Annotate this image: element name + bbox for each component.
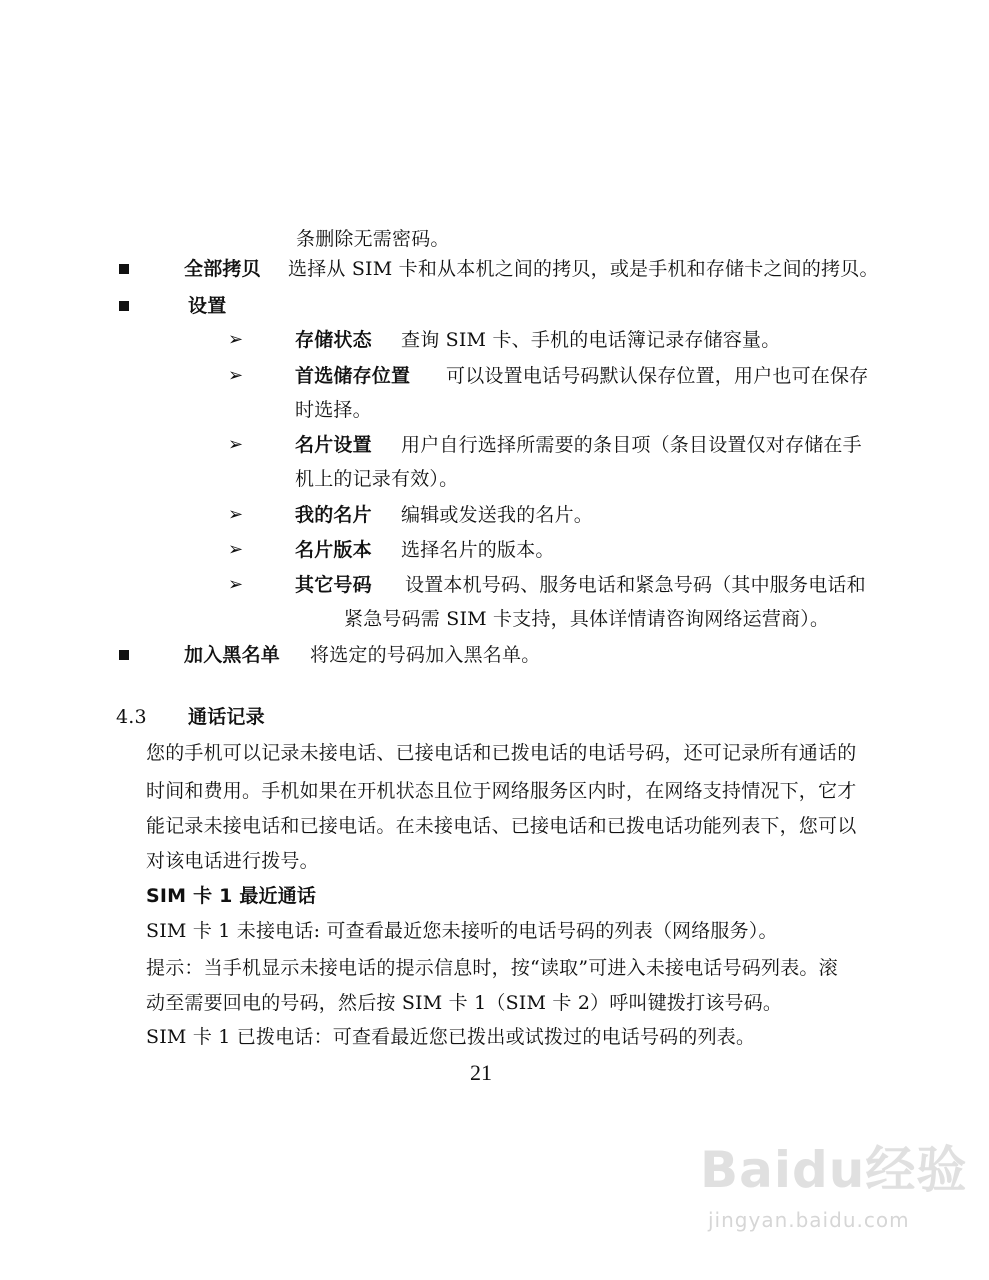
continued-line: 条删除无需密码。 <box>296 228 450 250</box>
my-card-title: 我的名片 <box>295 504 372 526</box>
dialed-calls-line: SIM 卡 1 已拨电话：可查看最近您已拨出或试拨过的电话号码的列表。 <box>146 1026 756 1048</box>
tip-line: 提示：当手机显示未接电话的提示信息时，按“读取”可进入未接电话号码列表。滚 <box>146 957 838 979</box>
watermark <box>700 1130 970 1250</box>
copy-all-desc: 选择从 SIM 卡和从本机之间的拷贝，或是手机和存储卡之间的拷贝。 <box>288 258 879 280</box>
blacklist-title: 加入黑名单 <box>184 644 281 666</box>
paragraph-line: 时间和费用。手机如果在开机状态且位于网络服务区内时，在网络支持情况下，它才 <box>146 780 857 802</box>
square-bullet-icon <box>119 301 129 311</box>
other-numbers-title: 其它号码 <box>295 574 372 596</box>
section-number: 4.3 <box>116 706 147 728</box>
other-numbers-cont: 紧急号码需 SIM 卡支持，具体详情请咨询网络运营商）。 <box>344 608 830 630</box>
missed-calls-line: SIM 卡 1 未接电话: 可查看最近您未接听的电话号码的列表（网络服务）。 <box>146 920 778 942</box>
card-settings-title: 名片设置 <box>295 434 372 456</box>
paragraph-line: 对该电话进行拨号。 <box>146 850 319 872</box>
sim-recent-title: SIM 卡 1 最近通话 <box>146 885 317 907</box>
tip-line: 动至需要回电的号码，然后按 SIM 卡 1（SIM 卡 2）呼叫键拨打该号码。 <box>146 992 783 1014</box>
paragraph-line: 您的手机可以记录未接电话、已接电话和已拨电话的电话号码，还可记录所有通话的 <box>146 742 857 764</box>
copy-all-title: 全部拷贝 <box>184 258 261 280</box>
page-number: 21 <box>470 1060 492 1085</box>
arrow-bullet-icon: ➢ <box>228 574 244 595</box>
card-settings-cont: 机上的记录有效）。 <box>295 468 459 490</box>
other-numbers-desc: 设置本机号码、服务电话和紧急号码（其中服务电话和 <box>405 574 866 596</box>
storage-status-desc: 查询 SIM 卡、手机的电话簿记录存储容量。 <box>401 329 781 351</box>
card-settings-desc: 用户自行选择所需要的条目项（条目设置仅对存储在手 <box>401 434 862 456</box>
preferred-storage-cont: 时选择。 <box>295 399 372 421</box>
arrow-bullet-icon: ➢ <box>228 539 244 560</box>
card-version-desc: 选择名片的版本。 <box>401 539 555 561</box>
square-bullet-icon <box>119 650 129 660</box>
watermark-logo: Baidu经验 <box>700 1141 968 1199</box>
settings-title: 设置 <box>188 295 227 317</box>
square-bullet-icon <box>119 264 129 274</box>
watermark-url: jingyan.baidu.com <box>708 1208 910 1232</box>
paragraph-line: 能记录未接电话和已接电话。在未接电话、已接电话和已拨电话功能列表下，您可以 <box>146 815 857 837</box>
arrow-bullet-icon: ➢ <box>228 365 244 386</box>
my-card-desc: 编辑或发送我的名片。 <box>401 504 594 526</box>
card-version-title: 名片版本 <box>295 539 372 561</box>
storage-status-title: 存储状态 <box>295 329 372 351</box>
preferred-storage-title: 首选储存位置 <box>295 365 411 387</box>
preferred-storage-desc: 可以设置电话号码默认保存位置，用户也可在保存 <box>446 365 869 387</box>
section-title: 通话记录 <box>188 706 265 728</box>
blacklist-desc: 将选定的号码加入黑名单。 <box>310 644 541 666</box>
arrow-bullet-icon: ➢ <box>228 329 244 350</box>
arrow-bullet-icon: ➢ <box>228 504 244 525</box>
arrow-bullet-icon: ➢ <box>228 434 244 455</box>
